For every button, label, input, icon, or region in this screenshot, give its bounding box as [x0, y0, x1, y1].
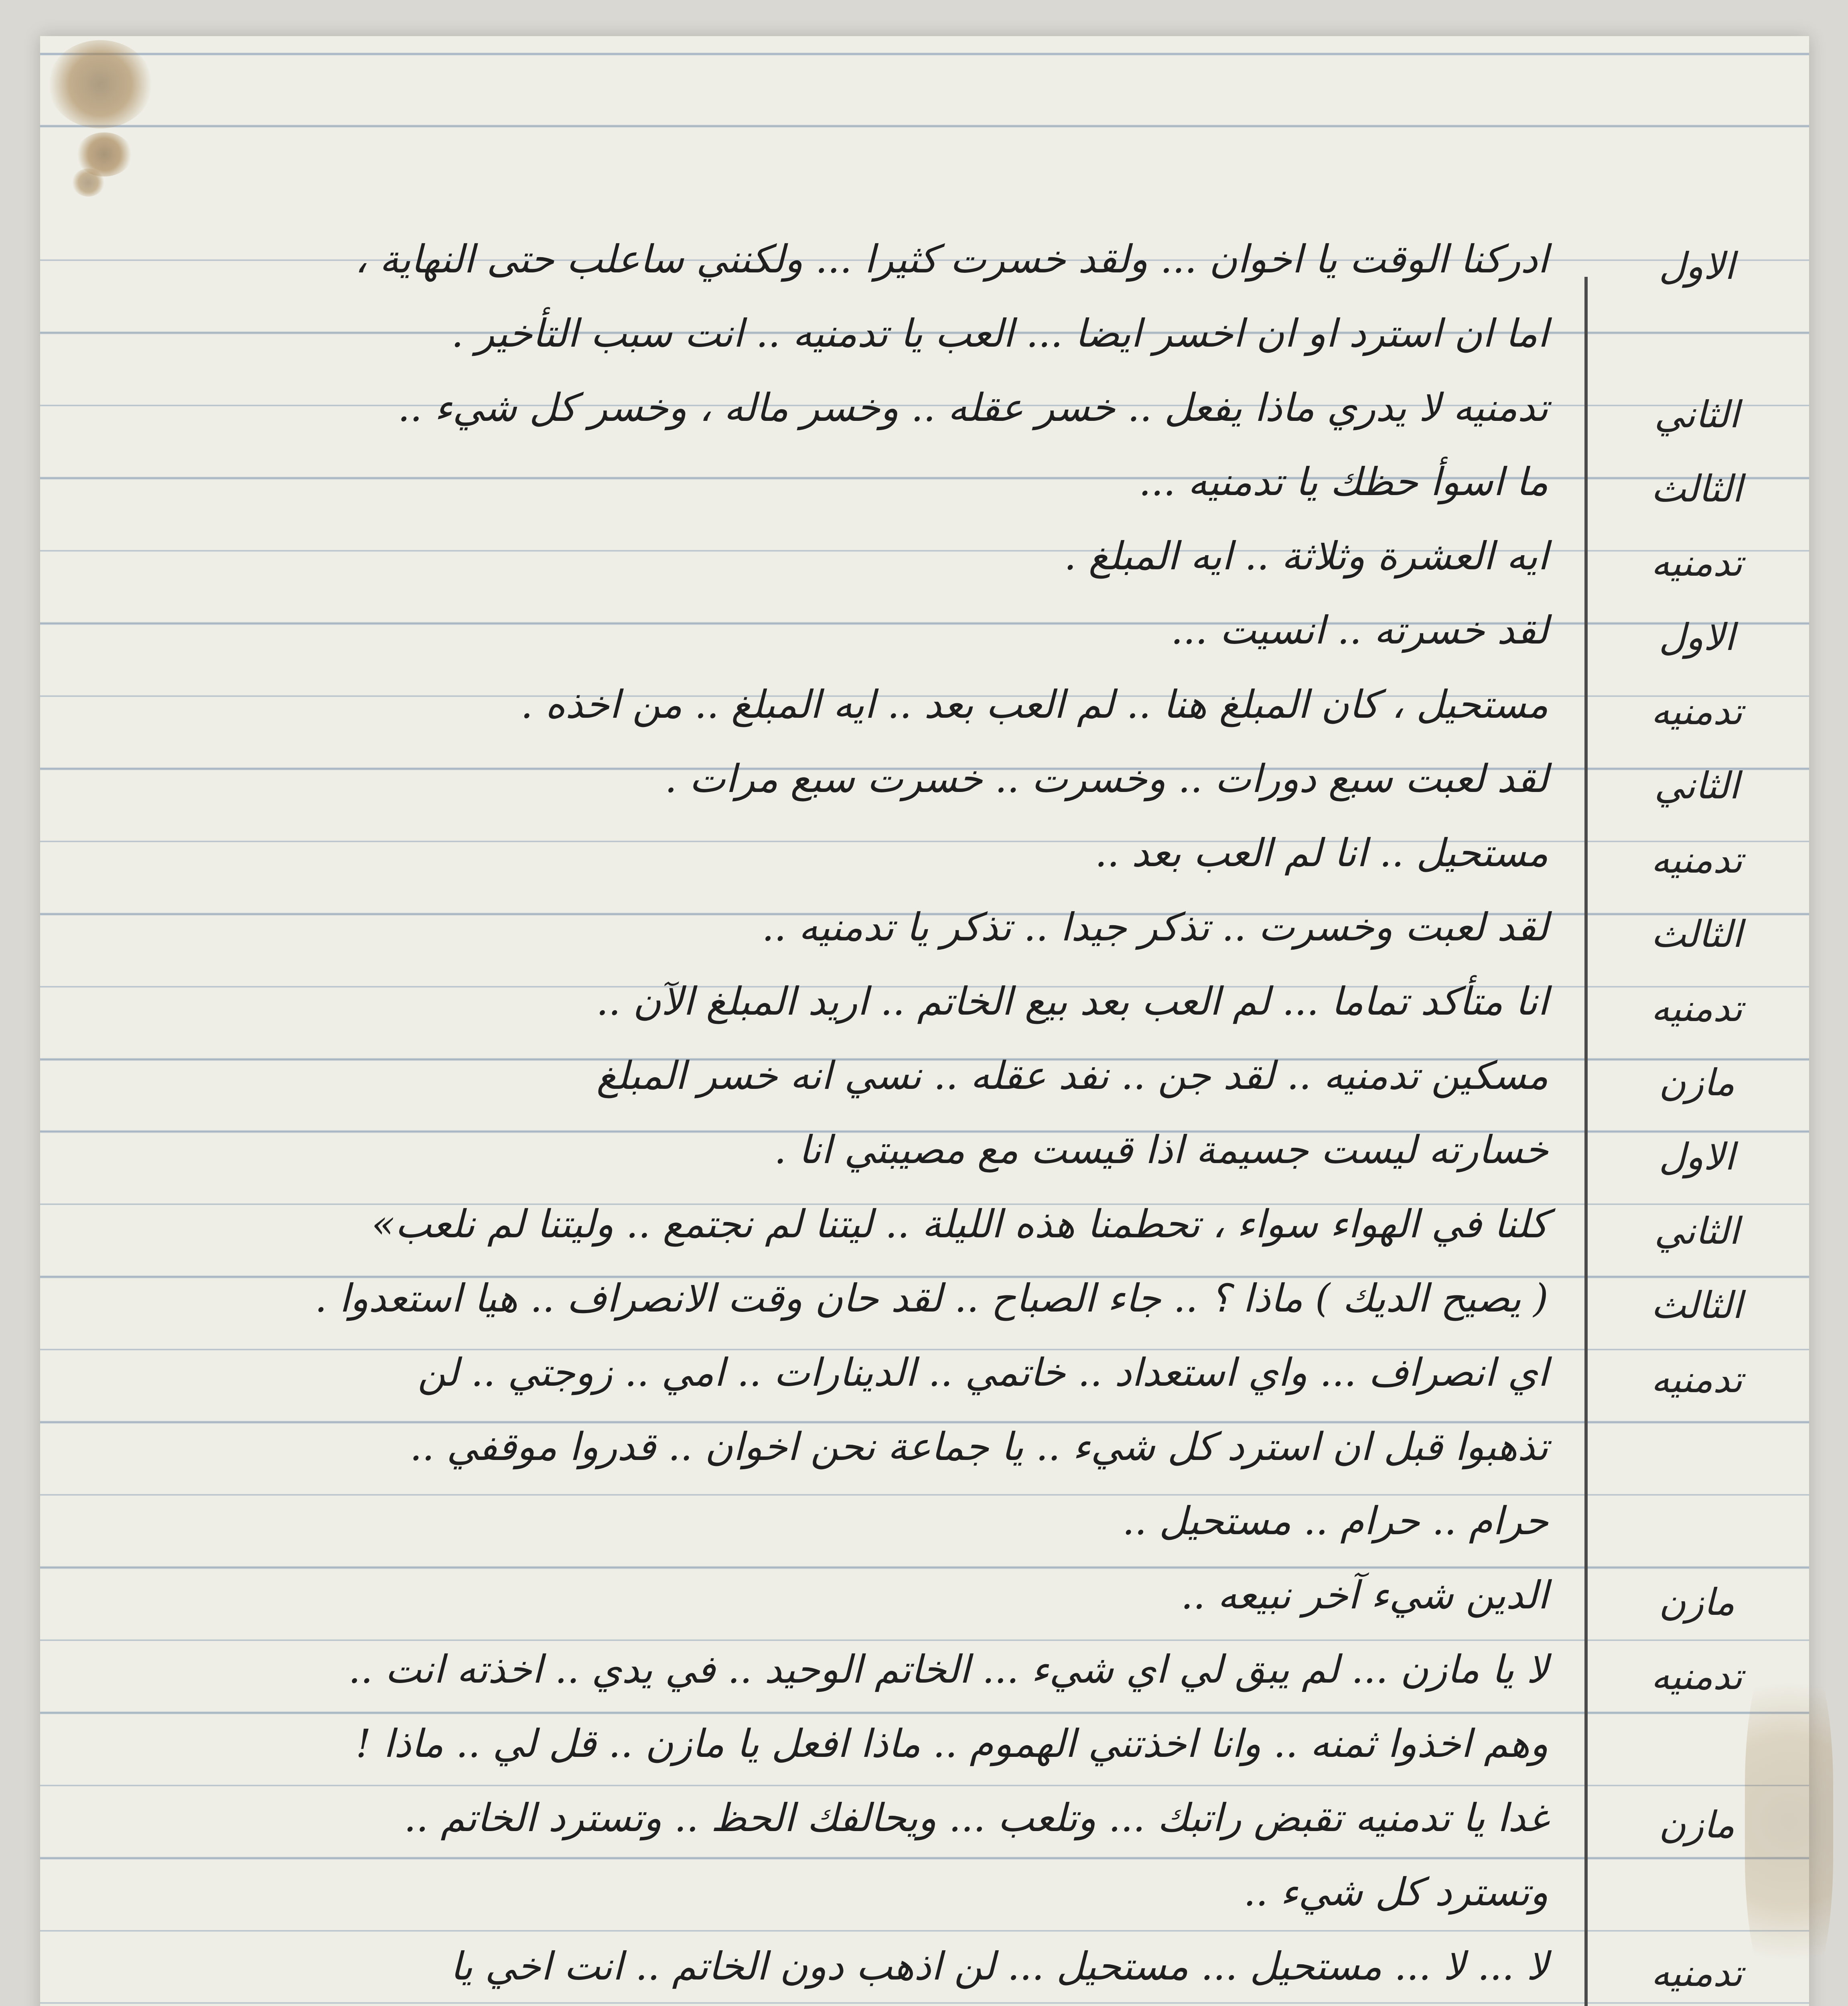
dialogue-text: ( يصيح الديك ) ماذا ؟ .. جاء الصباح .. لقد حان وقت الانصراف .. هيا استعدوا . — [314, 1276, 1548, 1321]
dialogue-text: ايه العشرة وثلاثة .. ايه المبلغ . — [1064, 534, 1548, 579]
speaker-label: تدمنيه — [1651, 1655, 1743, 1698]
dialogue-line — [40, 1870, 1809, 1942]
speaker-label: مازن — [1659, 1061, 1735, 1104]
dialogue-line — [40, 1721, 1809, 1793]
dialogue-text: كلنا في الهواء سواء ، تحطمنا هذه الليلة .. ليتنا لم نجتمع .. وليتنا لم نلعب» — [371, 1202, 1548, 1247]
dialogue-text: وهم اخذوا ثمنه .. وانا اخذتني الهموم .. ماذا افعل يا مازن .. قل لي .. ماذا ! — [355, 1721, 1548, 1766]
dialogue-text: لقد لعبت سبع دورات .. وخسرت .. خسرت سبع مرات . — [665, 756, 1548, 801]
dialogue-line — [40, 830, 1809, 903]
speaker-label: تدمنيه — [1651, 987, 1743, 1030]
speaker-label: الاول — [1659, 616, 1735, 659]
dialogue-line — [40, 237, 1809, 309]
dialogue-line — [40, 1573, 1809, 1645]
dialogue-line — [40, 385, 1809, 457]
dialogue-text: لقد لعبت وخسرت .. تذكر جيدا .. تذكر يا تدمنيه .. — [762, 905, 1548, 950]
dialogue-line — [40, 979, 1809, 1051]
speaker-label: تدمنيه — [1651, 690, 1743, 733]
dialogue-line — [40, 1424, 1809, 1496]
speaker-label: تدمنيه — [1651, 542, 1743, 585]
speaker-label: الثاني — [1654, 1210, 1739, 1253]
dialogue-text: انا متأكد تماما ... لم العب بعد بيع الخاتم .. اريد المبلغ الآن .. — [596, 979, 1548, 1024]
dialogue-text: حرام .. حرام .. مستحيل .. — [1122, 1498, 1548, 1543]
dialogue-line — [40, 1276, 1809, 1348]
speaker-label: الثالث — [1651, 1284, 1743, 1327]
dialogue-text: اي انصراف ... واي استعداد .. خاتمي .. الدينارات .. امي .. زوجتي .. لن — [418, 1350, 1548, 1395]
speaker-label: الثاني — [1654, 393, 1739, 436]
dialogue-text: خسارته ليست جسيمة اذا قيست مع مصيبتي انا . — [774, 1127, 1548, 1172]
dialogue-line — [40, 1944, 1809, 2006]
speaker-label: الاول — [1659, 245, 1735, 288]
manuscript-page — [40, 36, 1809, 2006]
speaker-label: الثاني — [1654, 764, 1739, 807]
ink-stain — [72, 169, 104, 197]
dialogue-line — [40, 1498, 1809, 1571]
dialogue-line — [40, 459, 1809, 532]
dialogue-text: تدمنيه لا يدري ماذا يفعل .. خسر عقله .. وخسر ماله ، وخسر كل شيء .. — [398, 385, 1548, 430]
dialogue-text: لقد خسرته .. انسيت ... — [1170, 608, 1548, 653]
dialogue-text: ادركنا الوقت يا اخوان ... ولقد خسرت كثيرا ... ولكنني ساعلب حتى النهاية ، — [355, 237, 1548, 282]
dialogue-text: تذهبوا قبل ان استرد كل شيء .. يا جماعة نحن اخوان .. قدروا موقفي .. — [410, 1424, 1548, 1469]
dialogue-line — [40, 1795, 1809, 1868]
dialogue-line — [40, 1202, 1809, 1274]
dialogue-text: مستحيل .. انا لم العب بعد .. — [1095, 830, 1548, 875]
dialogue-text: لا ... لا ... مستحيل ... مستحيل ... لن اذهب دون الخاتم .. انت اخي يا — [450, 1944, 1548, 1989]
speaker-label: تدمنيه — [1651, 1358, 1743, 1401]
dialogue-line — [40, 1053, 1809, 1125]
dialogue-line — [40, 1647, 1809, 1719]
dialogue-line — [40, 905, 1809, 977]
speaker-label: تدمنيه — [1651, 839, 1743, 881]
dialogue-text: الدين شيء آخر نبيعه .. — [1181, 1573, 1548, 1618]
dialogue-line — [40, 311, 1809, 383]
dialogue-text: مسكين تدمنيه .. لقد جن .. نفد عقله .. نسي انه خسر المبلغ — [596, 1053, 1548, 1098]
ink-stain — [48, 40, 152, 128]
dialogue-text: لا يا مازن ... لم يبق لي اي شيء ... الخاتم الوحيد .. في يدي .. اخذته انت .. — [348, 1647, 1548, 1692]
dialogue-line — [40, 1127, 1809, 1200]
dialogue-line — [40, 1350, 1809, 1422]
speaker-label: مازن — [1659, 1581, 1735, 1624]
dialogue-line — [40, 756, 1809, 828]
speaker-label: تدمنيه — [1651, 1952, 1743, 1995]
dialogue-text: ما اسوأ حظك يا تدمنيه ... — [1138, 459, 1548, 504]
speaker-label: مازن — [1659, 1803, 1735, 1846]
dialogue-text: مستحيل ، كان المبلغ هنا .. لم العب بعد .. ايه المبلغ .. من اخذه . — [521, 682, 1548, 727]
dialogue-text: وتسترد كل شيء .. — [1243, 1870, 1548, 1915]
speaker-label: الاول — [1659, 1135, 1735, 1178]
dialogue-line — [40, 608, 1809, 680]
speaker-label: الثالث — [1651, 467, 1743, 510]
speaker-label: الثالث — [1651, 913, 1743, 956]
dialogue-text: غدا يا تدمنيه تقبض راتبك ... وتلعب ... ويحالفك الحظ .. وتسترد الخاتم .. — [404, 1795, 1548, 1840]
dialogue-text: اما ان استرد او ان اخسر ايضا ... العب يا تدمنيه .. انت سبب التأخير . — [451, 311, 1548, 356]
dialogue-line — [40, 534, 1809, 606]
dialogue-line — [40, 682, 1809, 754]
